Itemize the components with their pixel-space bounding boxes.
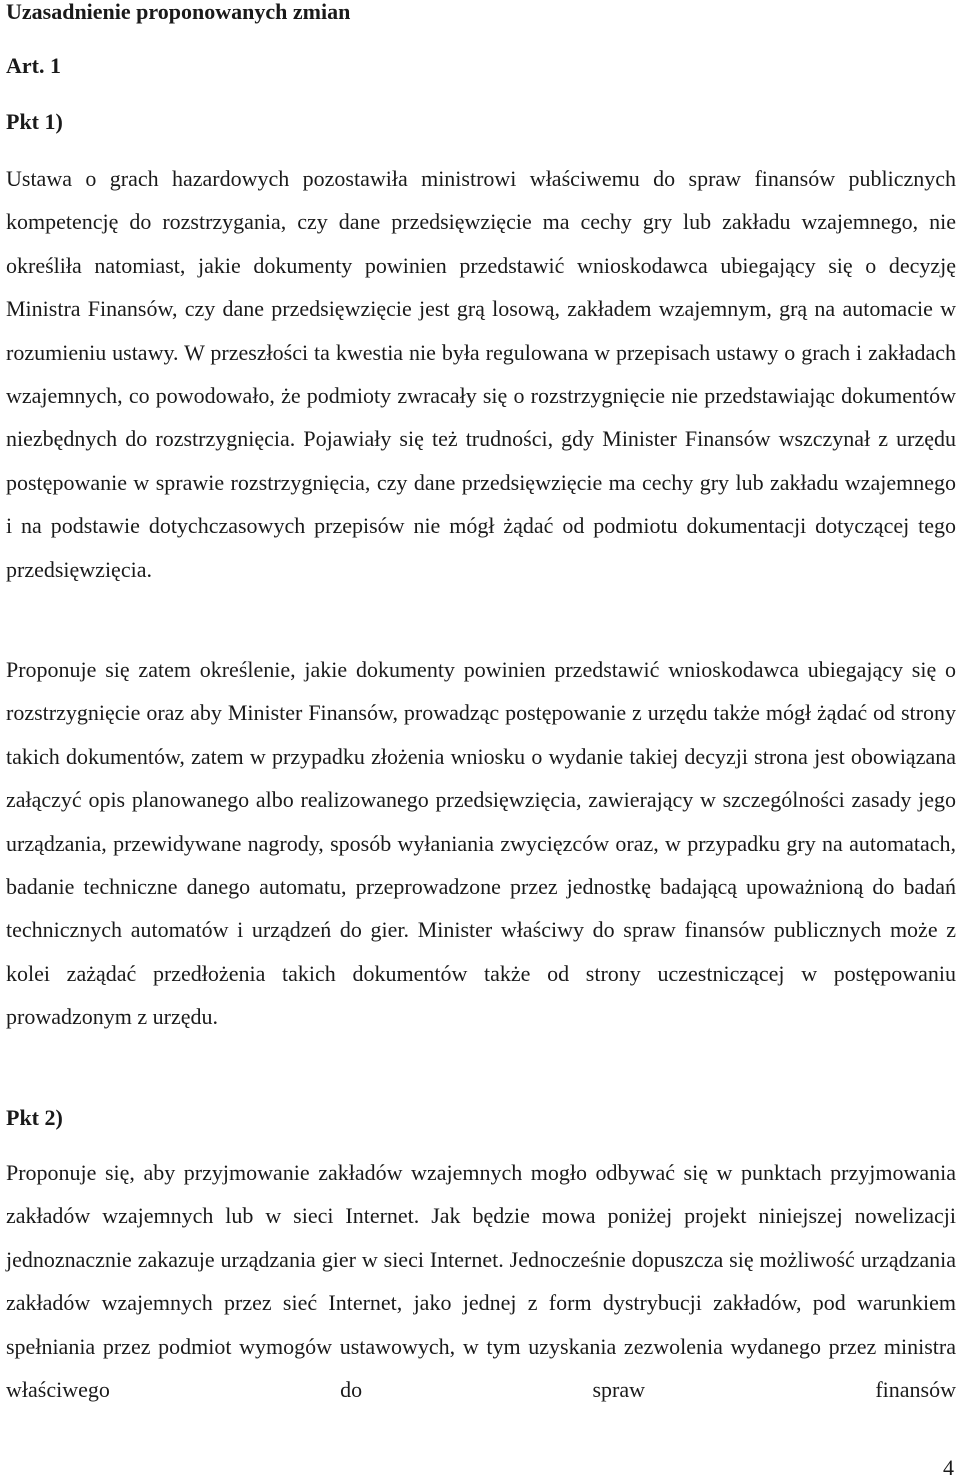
section-heading-pkt-1: Pkt 1): [6, 109, 63, 134]
page-number: 4: [943, 1455, 954, 1480]
article-heading: Art. 1: [6, 53, 61, 78]
section-1-paragraph-1: Ustawa o grach hazardowych pozostawiła ministrowi właściwemu do spraw finansów publicznych kompetencję do rozstrzygania, czy dane przedsięwzięcie ma cechy gry lub zakładu wzajemnego, nie określiła natomiast, jakie dokumenty powinien przedstawić wnioskodawca ubiegający się o decyzję Ministra Finansów, czy dane przedsięwzięcie jest grą losową, zakładem wzajemnym, grą na automacie w rozumieniu ustawy. W przeszłości ta kwestia nie była regulowana w przepisach ustawy o grach i zakładach wzajemnych, co powodowało, że podmioty zwracały się o rozstrzygnięcie nie przedstawiając dokumentów niezbędnych do rozstrzygnięcia. Pojawiały się też trudności, gdy Minister Finansów wszczynał z urzędu postępowanie w sprawie rozstrzygnięcia, czy dane przedsięwzięcie ma cechy gry lub zakładu wzajemnego i na podstawie dotychczasowych przepisów nie mógł żądać od podmiotu dokumentacji dotyczącej tego przedsięwzięcia.: [6, 166, 956, 582]
section-1-paragraph-2: Proponuje się zatem określenie, jakie dokumenty powinien przedstawić wnioskodawca ubiegający się o rozstrzygnięcie oraz aby Minister Finansów, prowadząc postępowanie z urzędu także mógł żądać od strony takich dokumentów, zatem w przypadku złożenia wniosku o wydanie takiej decyzji strona jest obowiązana załączyć opis planowanego albo realizowanego przedsięwzięcia, zawierający w szczególności zasady jego urządzania, przewidywane nagrody, sposób wyłaniania zwycięzców oraz, w przypadku gry na automatach, badanie techniczne danego automatu, przeprowadzone przez jednostkę badającą upoważnioną do badań technicznych automatów i urządzeń do gier. Minister właściwy do spraw finansów publicznych może z kolei zażądać przedłożenia takich dokumentów także od strony uczestniczącej w postępowaniu prowadzonym z urzędu.: [6, 657, 956, 1030]
section-heading-pkt-2: Pkt 2): [6, 1105, 63, 1130]
document-title: Uzasadnienie proponowanych zmian: [6, 0, 351, 24]
section-2-paragraph-1: Proponuje się, aby przyjmowanie zakładów wzajemnych mogło odbywać się w punktach przyjmowania zakładów wzajemnych lub w sieci Internet. Jak będzie mowa poniżej projekt niniejszej nowelizacji jednoznacznie zakazuje urządzania gier w sieci Internet. Jednocześnie dopuszcza się możliwość urządzania zakładów wzajemnych przez sieć Internet, jako jednej z form dystrybucji zakładów, pod warunkiem spełniania przez podmiot wymogów ustawowych, w tym uzyskania zezwolenia wydanego przez ministra właściwego do spraw finansów: [6, 1160, 956, 1403]
